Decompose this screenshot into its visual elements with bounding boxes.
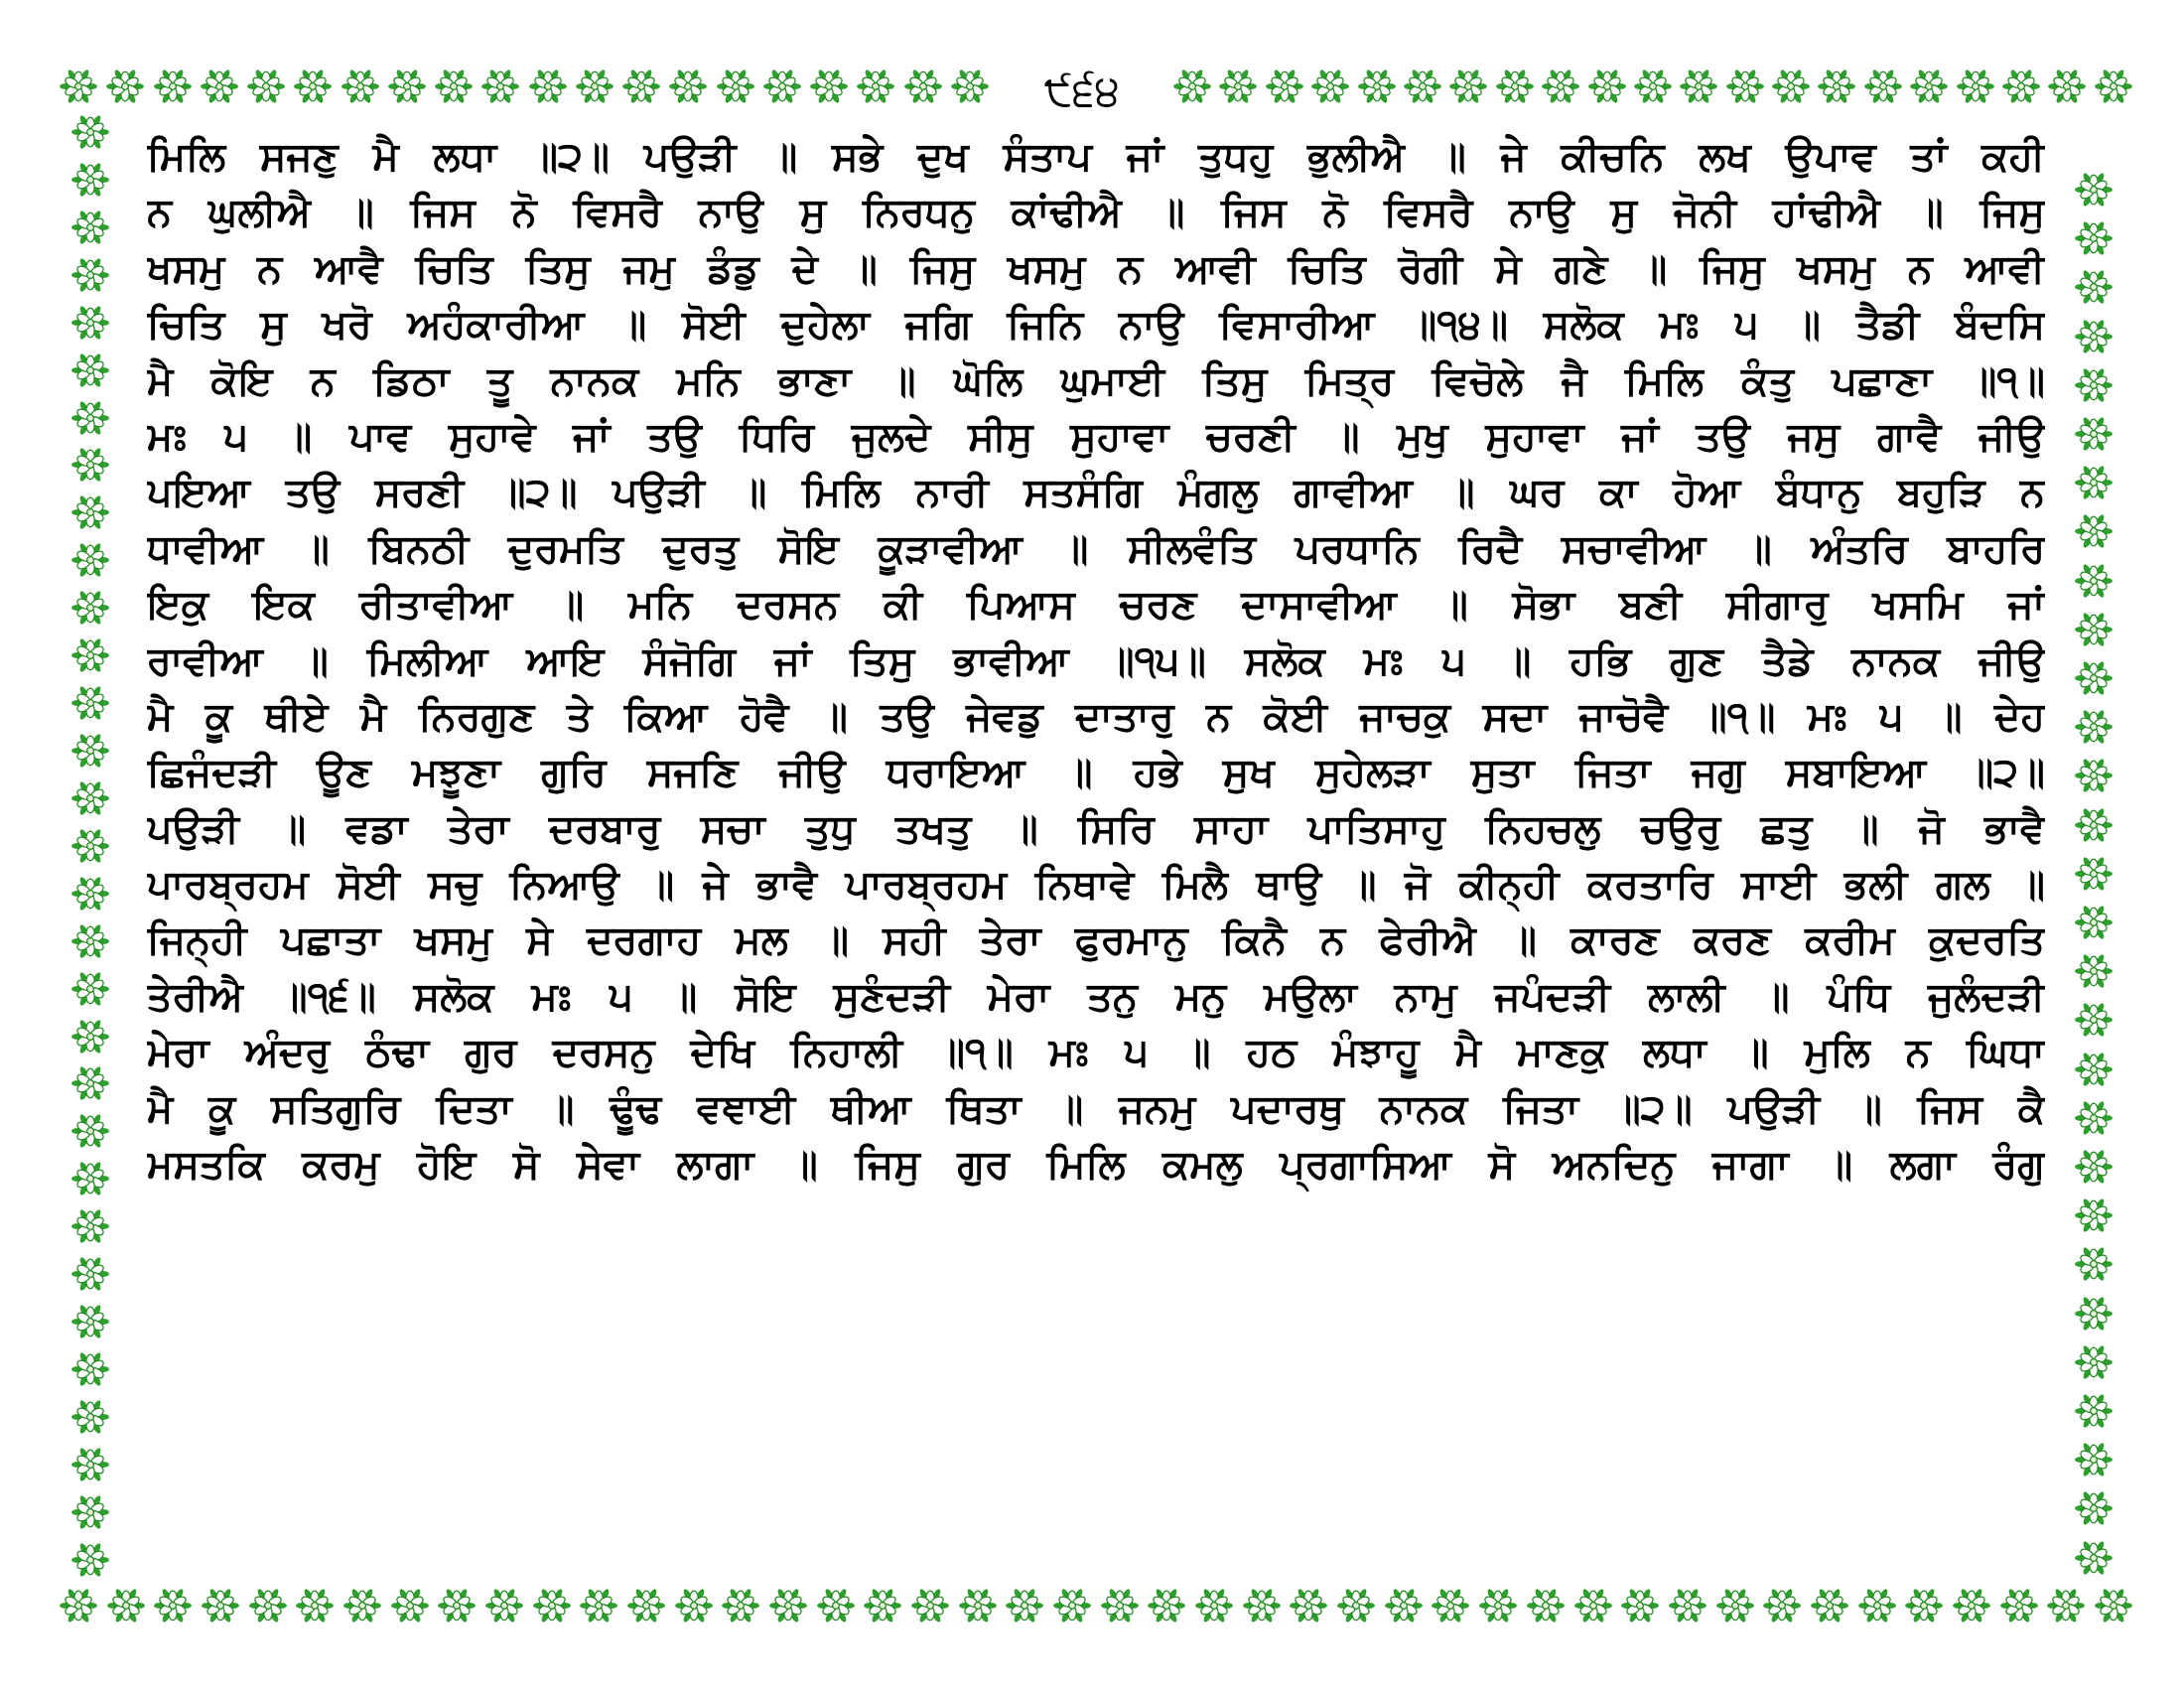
green-flower-icon	[292, 66, 334, 107]
text-line: ਇਕੁ ਇਕ ਰੀਤਾਵੀਆ ॥ ਮਨਿ ਦਰਸਨ ਕੀ ਪਿਆਸ ਚਰਣ ਦਾਸਾਵੀਆ ॥ ਸੋਭਾ ਬਣੀ ਸੀਗਾਰੁ ਖਸਮਿ ਜਾਂ	[147, 582, 2045, 629]
green-flower-icon	[69, 397, 111, 439]
green-flower-icon	[69, 1205, 111, 1247]
green-flower-icon	[1264, 66, 1305, 107]
green-flower-icon	[2073, 950, 2115, 992]
green-flower-icon	[673, 1585, 715, 1626]
text-line: ਮਿਲਿ ਸਜਣੁ ਮੈ ਲਧਾ ॥੨॥ ਪਉੜੀ ॥ ਸਭੇ ਦੁਖ ਸੰਤਾਪ ਜਾਂ ਤੁਧਹੁ ਭੁਲੀਐ ॥ ਜੇ ਕੀਚਨਿ ਲਖ ਉਪਾਵ ਤਾਂ ਕਹੀ	[147, 134, 2045, 180]
green-flower-icon	[69, 1253, 111, 1295]
green-flower-icon	[433, 66, 475, 107]
green-flower-icon	[715, 66, 756, 107]
green-flower-icon	[1862, 66, 1904, 107]
green-flower-icon	[1632, 66, 1674, 107]
green-flower-icon	[1099, 1585, 1141, 1626]
green-flower-icon	[2045, 1585, 2087, 1626]
text-line: ਰਾਵੀਆ ॥ ਮਿਲੀਆ ਆਇ ਸੰਜੋਗਿ ਜਾਂ ਤਿਸੁ ਭਾਵੀਆ ॥੧੫॥ ਸਲੋਕ ਮਃ ੫ ॥ ਹਭਿ ਗੁਣ ਤੈਡੇ ਨਾਨਕ ਜੀਉ	[147, 637, 2045, 684]
text-line: ਮਸਤਕਿ ਕਰਮੁ ਹੋਇ ਸੋ ਸੇਵਾ ਲਾਗਾ ॥ ਜਿਸੁ ਗੁਰ ਮਿਲਿ ਕਮਲੁ ਪ੍ਰਗਾਸਿਆ ਸੋ ਅਨਦਿਨੁ ਜਾਗਾ ॥ ਲਗਾ ਰੰਗੁ	[147, 1142, 2045, 1189]
green-flower-icon	[69, 1491, 111, 1533]
gurbani-text-block	[147, 129, 2045, 1193]
green-flower-icon	[2073, 1146, 2115, 1188]
green-flower-icon	[2073, 1097, 2115, 1139]
green-flower-icon	[2093, 66, 2134, 107]
green-flower-icon	[1051, 1585, 1093, 1626]
text-line: ਪਉੜੀ ॥ ਵਡਾ ਤੇਰਾ ਦਰਬਾਰੁ ਸਚਾ ਤੁਧੁ ਤਖਤੁ ॥ ਸਿਰਿ ਸਾਹਾ ਪਾਤਿਸਾਹੁ ਨਿਹਚਲੁ ਚਉਰੁ ਛਤੁ ॥ ਜੋ ਭਾਵੈ	[147, 805, 2045, 852]
green-flower-icon	[1004, 1585, 1045, 1626]
text-line: ਮੈ ਕੂ ਥੀਏ ਮੈ ਨਿਰਗੁਣ ਤੇ ਕਿਆ ਹੋਵੈ ॥ ਤਉ ਜੇਵਡੁ ਦਾਤਾਰੁ ਨ ਕੋਈ ਜਾਚਕੁ ਸਦਾ ਜਾਚੋਵੈ ॥੧॥ ਮਃ ੫ ॥ ਦੇਹ	[147, 693, 2045, 740]
green-flower-icon	[1761, 1585, 1803, 1626]
green-flower-icon	[1335, 1585, 1377, 1626]
text-line: ਮੈ ਕੂ ਸਤਿਗੁਰਿ ਦਿਤਾ ॥ ਢੂੰਢ ਵਞਾਈ ਥੀਆ ਥਿਤਾ ॥ ਜਨਮੁ ਪਦਾਰਥੁ ਨਾਨਕ ਜਿਤਾ ॥੨॥ ਪਉੜੀ ॥ ਜਿਸ ਕੈ	[147, 1085, 2045, 1132]
green-flower-icon	[247, 1585, 289, 1626]
text-line: ਧਾਵੀਆ ॥ ਬਿਨਠੀ ਦੁਰਮਤਿ ਦੁਰਤੁ ਸੋਇ ਕੂੜਾਵੀਆ ॥ ਸੀਲਵੰਤਿ ਪਰਧਾਨਿ ਰਿਦੈ ਸਚਾਵੀਆ ॥ ਅੰਤਰਿ ਬਾਹਰਿ	[147, 525, 2045, 572]
text-line: ਤੇਰੀਐ ॥੧੬॥ ਸਲੋਕ ਮਃ ੫ ॥ ਸੋਇ ਸੁਣੰਦੜੀ ਮੇਰਾ ਤਨੁ ਮਨੁ ਮਉਲਾ ਨਾਮੁ ਜਪੰਦੜੀ ਲਾਲੀ ॥ ਪੰਧਿ ਜੁਲੰਦੜੀ	[147, 973, 2045, 1020]
green-flower-icon	[69, 159, 111, 201]
green-flower-icon	[815, 1585, 857, 1626]
green-flower-icon	[69, 1110, 111, 1152]
green-flower-icon	[69, 492, 111, 533]
green-flower-icon	[2073, 462, 2115, 503]
text-line: ਪਾਰਬ੍ਰਹਮ ਸੋਈ ਸਚੁ ਨਿਆਉ ॥ ਜੇ ਭਾਵੈ ਪਾਰਬ੍ਰਹਮ ਨਿਥਾਵੇ ਮਿਲੈ ਥਾਉ ॥ ਜੋ ਕੀਨ੍ਹੀ ਕਰਤਾਰਿ ਸਾਈ ਭਲੀ ਗਲ ॥	[147, 862, 2045, 909]
green-flower-icon	[105, 1585, 147, 1626]
green-flower-icon	[1619, 1585, 1661, 1626]
text-line: ਮੈ ਕੋਇ ਨ ਡਿਠਾ ਤੂ ਨਾਨਕ ਮਨਿ ਭਾਣਾ ॥ ਘੋਲਿ ਘੁਮਾਈ ਤਿਸੁ ਮਿਤ੍ਰ ਵਿਚੋਲੇ ਜੈ ਮਿਲਿ ਕੰਤੁ ਪਛਾਣਾ ॥੧॥	[147, 357, 2045, 404]
green-flower-icon	[69, 111, 111, 153]
green-flower-icon	[720, 1585, 761, 1626]
green-flower-icon	[761, 66, 803, 107]
green-flower-icon	[2073, 706, 2115, 748]
green-flower-icon	[2073, 1049, 2115, 1090]
text-line: ਮੇਰਾ ਅੰਦਰੁ ਠੰਢਾ ਗੁਰ ਦਰਸਨੁ ਦੇਖਿ ਨਿਹਾਲੀ ॥੧॥ ਮਃ ੫ ॥ ਹਠ ਮੰਝਾਹੂ ਮੈ ਮਾਣਕੁ ਲਧਾ ॥ ਮੁਲਿ ਨ ਘਿਧਾ	[147, 1030, 2045, 1076]
green-flower-icon	[2073, 755, 2115, 796]
green-flower-icon	[1309, 66, 1351, 107]
green-flower-icon	[957, 1585, 999, 1626]
green-flower-icon	[1477, 1585, 1519, 1626]
green-flower-icon	[69, 825, 111, 867]
green-flower-icon	[69, 634, 111, 676]
green-flower-icon	[1816, 66, 1857, 107]
green-flower-icon	[2073, 1243, 2115, 1285]
text-line: ਮਃ ੫ ॥ ਪਾਵ ਸੁਹਾਵੇ ਜਾਂ ਤਉ ਧਿਰਿ ਜੁਲਦੇ ਸੀਸੁ ਸੁਹਾਵਾ ਚਰਣੀ ॥ ਮੁਖੁ ਸੁਹਾਵਾ ਜਾਂ ਤਉ ਜਸੁ ਗਾਵੈ ਜੀਉ	[147, 413, 2045, 460]
green-flower-icon	[578, 1585, 619, 1626]
green-flower-icon	[855, 66, 896, 107]
green-flower-icon	[2000, 66, 2042, 107]
text-line: ਪਇਆ ਤਉ ਸਰਣੀ ॥੨॥ ਪਉੜੀ ॥ ਮਿਲਿ ਨਾਰੀ ਸਤਸੰਗਿ ਮੰਗਲੁ ਗਾਵੀਆ ॥ ਘਰ ਕਾ ਹੋਆ ਬੰਧਾਨੁ ਬਹੁੜਿ ਨ	[147, 470, 2045, 516]
green-flower-icon	[340, 66, 381, 107]
green-flower-icon	[1217, 66, 1259, 107]
green-flower-icon	[200, 1585, 241, 1626]
green-flower-icon	[2073, 1390, 2115, 1432]
green-flower-icon	[386, 66, 428, 107]
green-flower-icon	[1998, 1585, 2040, 1626]
green-flower-icon	[1586, 66, 1628, 107]
green-flower-icon	[2073, 853, 2115, 895]
green-flower-icon	[2046, 66, 2088, 107]
green-flower-icon	[808, 66, 850, 107]
green-flower-icon	[2073, 316, 2115, 357]
green-flower-icon	[2073, 1487, 2115, 1529]
green-flower-icon	[1572, 1585, 1614, 1626]
green-flower-icon	[69, 539, 111, 581]
green-flower-icon	[1193, 1585, 1235, 1626]
green-flower-icon	[1667, 1585, 1708, 1626]
green-flower-icon	[69, 682, 111, 724]
green-flower-icon	[2073, 266, 2115, 308]
green-flower-icon	[2073, 1195, 2115, 1236]
green-flower-icon	[1402, 66, 1443, 107]
left-border-ornaments	[69, 111, 111, 1581]
text-line: ਚਿਤਿ ਸੁ ਖਰੋ ਅਹੰਕਾਰੀਆ ॥ ਸੋਈ ਦੁਹੇਲਾ ਜਗਿ ਜਿਨਿ ਨਾਉ ਵਿਸਾਰੀਆ ॥੧੪॥ ਸਲੋਕ ਮਃ ੫ ॥ ਤੈਡੀ ਬੰਦਸਿ	[147, 302, 2045, 349]
green-flower-icon	[69, 968, 111, 1010]
green-flower-icon	[2093, 1585, 2134, 1626]
green-flower-icon	[69, 1539, 111, 1581]
green-flower-icon	[69, 1444, 111, 1485]
green-flower-icon	[767, 1585, 809, 1626]
green-flower-icon	[1714, 1585, 1756, 1626]
green-flower-icon	[862, 1585, 903, 1626]
green-flower-icon	[1288, 1585, 1329, 1626]
page-number: ੯੬੪	[1043, 66, 1121, 116]
green-flower-icon	[1809, 1585, 1850, 1626]
green-flower-icon	[69, 444, 111, 486]
green-flower-icon	[1908, 66, 1950, 107]
top-border-left-ornaments	[58, 66, 991, 107]
green-flower-icon	[58, 1585, 99, 1626]
green-flower-icon	[667, 66, 709, 107]
green-flower-icon	[69, 1158, 111, 1199]
green-flower-icon	[69, 873, 111, 914]
green-flower-icon	[949, 66, 991, 107]
green-flower-icon	[2073, 609, 2115, 650]
green-flower-icon	[436, 1585, 478, 1626]
green-flower-icon	[1171, 66, 1213, 107]
green-flower-icon	[2073, 804, 2115, 846]
green-flower-icon	[69, 302, 111, 344]
text-line: ਛਿਜੰਦੜੀ ਊਣ ਮਝੂਣਾ ਗੁਰਿ ਸਜਣਿ ਜੀਉ ਧਰਾਇਆ ॥ ਹਭੇ ਸੁਖ ਸੁਹੇਲੜਾ ਸੁਤਾ ਜਿਤਾ ਜਗੁ ਸਬਾਇਆ ॥੨॥	[147, 750, 2045, 796]
green-flower-icon	[483, 1585, 525, 1626]
green-flower-icon	[2073, 217, 2115, 259]
green-flower-icon	[69, 1016, 111, 1057]
green-flower-icon	[69, 207, 111, 248]
green-flower-icon	[2073, 364, 2115, 406]
green-flower-icon	[104, 66, 146, 107]
green-flower-icon	[1856, 1585, 1898, 1626]
green-flower-icon	[2073, 1439, 2115, 1480]
top-border-right-ornaments	[1171, 66, 2134, 107]
green-flower-icon	[69, 587, 111, 629]
green-flower-icon	[2073, 1341, 2115, 1383]
green-flower-icon	[69, 1062, 111, 1104]
green-flower-icon	[2073, 413, 2115, 455]
green-flower-icon	[69, 1301, 111, 1342]
green-flower-icon	[69, 1348, 111, 1390]
green-flower-icon	[2073, 1293, 2115, 1335]
green-flower-icon	[2073, 560, 2115, 602]
green-flower-icon	[1724, 66, 1766, 107]
green-flower-icon	[1447, 66, 1489, 107]
right-border-ornaments	[2073, 169, 2115, 1579]
green-flower-icon	[1770, 66, 1812, 107]
green-flower-icon	[2073, 1537, 2115, 1579]
green-flower-icon	[1241, 1585, 1283, 1626]
green-flower-icon	[1540, 66, 1581, 107]
green-flower-icon	[1430, 1585, 1471, 1626]
green-flower-icon	[1383, 1585, 1425, 1626]
text-line: ਨ ਘੁਲੀਐ ॥ ਜਿਸ ਨੋ ਵਿਸਰੈ ਨਾਉ ਸੁ ਨਿਰਧਨੁ ਕਾਂਢੀਐ ॥ ਜਿਸ ਨੋ ਵਿਸਰੈ ਨਾਉ ਸੁ ਜੋਨੀ ਹਾਂਢੀਐ ॥ ਜਿਸੁ	[147, 190, 2045, 236]
text-line: ਜਿਨ੍ਹੀ ਪਛਾਤਾ ਖਸਮੁ ਸੇ ਦਰਗਾਹ ਮਲ ॥ ਸਹੀ ਤੇਰਾ ਫੁਰਮਾਨੁ ਕਿਨੈ ਨ ਫੇਰੀਐ ॥ ਕਾਰਣ ਕਰਣ ਕਰੀਮ ਕੁਦਰਤਿ	[147, 917, 2045, 964]
green-flower-icon	[69, 777, 111, 819]
green-flower-icon	[69, 730, 111, 772]
green-flower-icon	[527, 66, 569, 107]
green-flower-icon	[199, 66, 240, 107]
green-flower-icon	[1356, 66, 1398, 107]
green-flower-icon	[69, 350, 111, 391]
green-flower-icon	[574, 66, 615, 107]
green-flower-icon	[389, 1585, 431, 1626]
green-flower-icon	[1494, 66, 1536, 107]
green-flower-icon	[625, 1585, 667, 1626]
green-flower-icon	[902, 66, 944, 107]
green-flower-icon	[1903, 1585, 1945, 1626]
green-flower-icon	[152, 1585, 194, 1626]
green-flower-icon	[2073, 169, 2115, 211]
green-flower-icon	[620, 66, 662, 107]
green-flower-icon	[2073, 510, 2115, 552]
bottom-border-ornaments	[58, 1585, 2134, 1626]
green-flower-icon	[294, 1585, 336, 1626]
green-flower-icon	[1955, 66, 1996, 107]
green-flower-icon	[1951, 1585, 1992, 1626]
green-flower-icon	[58, 66, 99, 107]
green-flower-icon	[531, 1585, 573, 1626]
green-flower-icon	[341, 1585, 383, 1626]
green-flower-icon	[1146, 1585, 1187, 1626]
green-flower-icon	[245, 66, 287, 107]
green-flower-icon	[69, 920, 111, 962]
green-flower-icon	[2073, 902, 2115, 943]
text-line: ਖਸਮੁ ਨ ਆਵੈ ਚਿਤਿ ਤਿਸੁ ਜਮੁ ਡੰਡੁ ਦੇ ॥ ਜਿਸੁ ਖਸਮੁ ਨ ਆਵੀ ਚਿਤਿ ਰੋਗੀ ਸੇ ਗਣੇ ॥ ਜਿਸੁ ਖਸਮੁ ਨ ਆਵੀ	[147, 245, 2045, 292]
green-flower-icon	[1678, 66, 1719, 107]
green-flower-icon	[69, 1396, 111, 1438]
green-flower-icon	[1525, 1585, 1567, 1626]
green-flower-icon	[2073, 657, 2115, 699]
green-flower-icon	[479, 66, 521, 107]
green-flower-icon	[69, 254, 111, 296]
green-flower-icon	[152, 66, 194, 107]
green-flower-icon	[2073, 999, 2115, 1041]
green-flower-icon	[909, 1585, 951, 1626]
